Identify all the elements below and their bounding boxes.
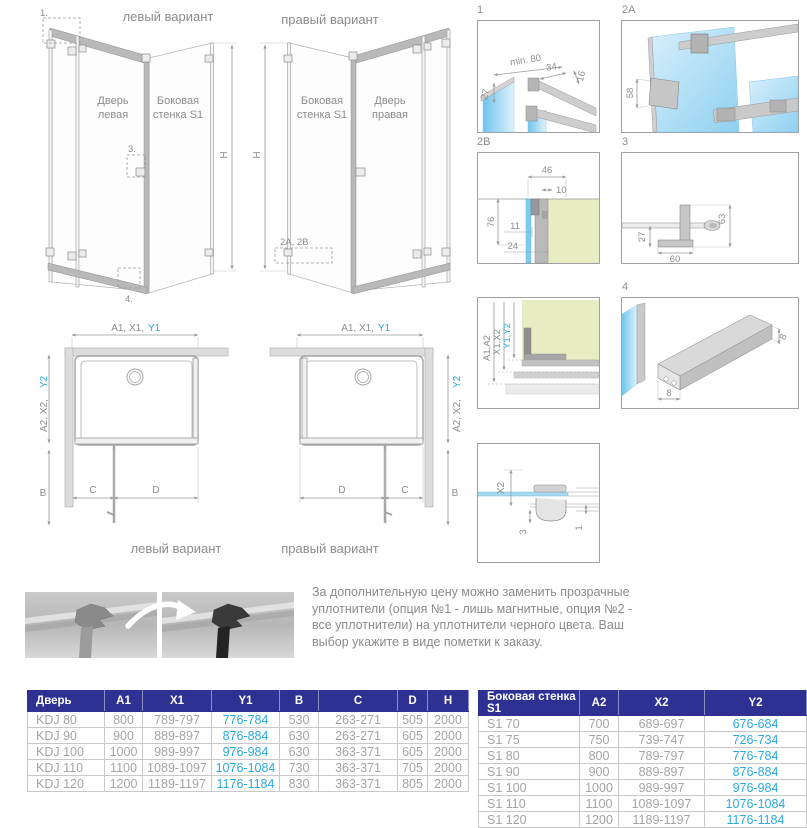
- depth-dim-label: [452, 375, 463, 432]
- size-cell: 530: [280, 712, 319, 728]
- plan-drawing-right: [250, 310, 480, 560]
- size-cell: 1176-1184: [212, 776, 280, 792]
- size-cell: KDJ 100: [28, 744, 105, 760]
- table-row: [28, 728, 469, 744]
- size-cell: KDJ 120: [28, 776, 105, 792]
- height-dim-label: H: [252, 151, 263, 159]
- detail-panel-3: [621, 152, 799, 264]
- dim-label: min. 80: [509, 52, 542, 69]
- detail-panel-4: [621, 297, 799, 409]
- size-cell: 900: [105, 728, 143, 744]
- sidewall-glass: [289, 43, 353, 293]
- size-cell: 1200: [105, 776, 143, 792]
- handle-base: [658, 240, 693, 247]
- size-cell: 739-747: [619, 732, 705, 748]
- door-section: [75, 438, 198, 444]
- size-cell: S1 110: [479, 796, 580, 812]
- detail-label-2a: 2A: [622, 4, 636, 16]
- detail-panel-section: [477, 297, 600, 409]
- size-cell: 689-697: [619, 716, 705, 732]
- dim-b-label: B: [451, 488, 459, 499]
- door-size-table: [27, 690, 469, 792]
- size-cell: 676-684: [705, 716, 807, 732]
- table-row: [479, 812, 807, 828]
- door-label: Дверь: [374, 95, 406, 107]
- table-row: [479, 716, 807, 732]
- size-cell: 505: [398, 712, 428, 728]
- table-row: [28, 760, 469, 776]
- column-header: H: [428, 691, 469, 712]
- hinge-profile: [76, 36, 79, 287]
- column-header: Y2: [705, 691, 807, 716]
- marker-label: 1.: [40, 8, 48, 19]
- dim-d-label: D: [338, 485, 346, 496]
- table-row: [28, 712, 469, 728]
- table-row: [479, 764, 807, 780]
- size-cell: 705: [398, 760, 428, 776]
- dim-label: 1: [574, 525, 585, 531]
- sidewall-glass: [149, 43, 212, 293]
- table-row: [479, 796, 807, 812]
- size-cell: 363-371: [319, 744, 398, 760]
- replacement-arrow-icon: [120, 598, 200, 638]
- glass-clamp: [528, 78, 539, 91]
- size-cell: 630: [280, 728, 319, 744]
- size-cell: KDJ 110: [28, 760, 105, 776]
- dim-label: 63: [717, 213, 728, 225]
- table-row: [479, 748, 807, 764]
- column-header: Y1: [212, 691, 280, 712]
- column-header: Боковая стенка S1: [479, 691, 580, 716]
- size-cell: 889-897: [143, 728, 212, 744]
- size-cell: 1100: [580, 796, 619, 812]
- door-handle: [356, 168, 365, 176]
- column-header: D: [398, 691, 428, 712]
- size-cell: 900: [580, 764, 619, 780]
- size-cell: S1 70: [479, 716, 580, 732]
- size-cell: 1100: [105, 760, 143, 776]
- column-header: A1: [105, 691, 143, 712]
- size-cell: 1089-1097: [619, 796, 705, 812]
- size-cell: 1076-1084: [212, 760, 280, 776]
- size-cell: 800: [105, 712, 143, 728]
- size-cell: 989-997: [619, 780, 705, 796]
- size-cell: 730: [280, 760, 319, 776]
- size-cell: S1 120: [479, 812, 580, 828]
- plan-caption: правый вариант: [281, 541, 379, 556]
- size-cell: 976-984: [705, 780, 807, 796]
- svg-text:Y1: Y1: [148, 323, 161, 334]
- size-cell: 363-371: [319, 776, 398, 792]
- iso-drawing-left: [15, 3, 250, 308]
- table-row: [479, 732, 807, 748]
- column-header: A2: [580, 691, 619, 716]
- sidewall-label: Боковая: [156, 95, 200, 107]
- plan-caption: левый вариант: [130, 541, 222, 556]
- marker-label: 4.: [125, 294, 133, 305]
- marker-label: 3.: [128, 144, 136, 155]
- marker-label: 2A, 2B: [280, 237, 309, 248]
- size-cell: 363-371: [319, 760, 398, 776]
- sidewall-label: Боковая: [300, 95, 344, 107]
- wall-pad: [649, 78, 679, 109]
- detail-panel-1: [477, 20, 600, 133]
- size-cell: 1200: [580, 812, 619, 828]
- size-cell: S1 90: [479, 764, 580, 780]
- sidewall-section: [193, 358, 198, 442]
- svg-text:Y1: Y1: [378, 323, 391, 334]
- column-header: X2: [619, 691, 705, 716]
- size-cell: 876-884: [705, 764, 807, 780]
- table-row: [479, 780, 807, 796]
- size-cell: 800: [580, 748, 619, 764]
- dim-label: A1,A2: [482, 335, 493, 361]
- size-cell: 876-884: [212, 728, 280, 744]
- detail-label-3: 3: [622, 136, 629, 148]
- size-cell: 789-797: [143, 712, 212, 728]
- dim-label: 46: [541, 165, 553, 176]
- size-cell: 1076-1084: [705, 796, 807, 812]
- support-arm: [533, 78, 596, 116]
- size-cell: 805: [398, 776, 428, 792]
- depth-dim-label: [39, 375, 50, 432]
- handle-post: [680, 205, 690, 242]
- sidewall-size-table: [478, 690, 807, 828]
- column-header: X1: [143, 691, 212, 712]
- glass-section: [526, 199, 531, 263]
- wall-fill: [522, 300, 599, 360]
- table-row: [28, 744, 469, 760]
- size-cell: 1176-1184: [705, 812, 807, 828]
- width-dim-label: A1, X1,: [111, 323, 144, 334]
- dim-label: 60: [669, 254, 681, 265]
- detail-label-2b: 2B: [477, 136, 491, 148]
- size-cell: 750: [580, 732, 619, 748]
- size-cell: 889-897: [619, 764, 705, 780]
- size-cell: KDJ 90: [28, 728, 105, 744]
- glass-edge: [522, 360, 599, 366]
- dim-label: 34: [545, 61, 558, 74]
- hinge-clamp: [536, 498, 566, 521]
- size-cell: 976-984: [212, 744, 280, 760]
- table-row: [28, 776, 469, 792]
- dim-d-label: D: [152, 485, 160, 496]
- dim-label: 76: [486, 216, 497, 228]
- glass: [622, 305, 637, 396]
- door-glass: [52, 30, 146, 291]
- door-section: [300, 438, 423, 444]
- column-header: C: [319, 691, 398, 712]
- building-wall: [65, 348, 228, 356]
- size-cell: 726-734: [705, 732, 807, 748]
- door-glass: [353, 30, 449, 291]
- dim-c-label: C: [401, 485, 409, 496]
- note-text: За дополнительную цену можно заменить прозрачные уплотнители (опция №1 - лишь магнитные, опция №2 - все уплотнители) на уплотнители черного цвета. Ваш выбор укажите в виде пометки к заказу.: [312, 585, 633, 649]
- dim-label: 58: [625, 87, 636, 99]
- iso-drawing-right: [248, 3, 478, 308]
- column-header: Дверь: [28, 691, 105, 712]
- dim-label: Y1,Y2: [502, 323, 513, 349]
- detail-panel-hinge: [477, 443, 600, 563]
- size-cell: 605: [398, 744, 428, 760]
- size-cell: 776-784: [705, 748, 807, 764]
- size-cell: 700: [580, 716, 619, 732]
- size-cell: 1000: [105, 744, 143, 760]
- size-cell: 263-271: [319, 712, 398, 728]
- detail-panel-2b: [477, 152, 600, 264]
- svg-text:левая: левая: [97, 109, 129, 121]
- size-cell: 2000: [428, 760, 469, 776]
- size-cell: 2000: [428, 712, 469, 728]
- wall-fill: [548, 199, 599, 263]
- svg-text:Y2: Y2: [39, 375, 50, 388]
- size-cell: 776-784: [212, 712, 280, 728]
- dim-label: 10: [556, 185, 567, 196]
- plan-drawing-left: [18, 310, 248, 560]
- hinge-cap: [534, 485, 566, 492]
- size-cell: 2000: [428, 776, 469, 792]
- dim-label: 11: [510, 221, 520, 232]
- dim-label: 8: [777, 332, 790, 342]
- bar-bracket: [691, 34, 708, 53]
- dim-label: 16: [574, 69, 589, 83]
- variant-title: левый вариант: [122, 9, 214, 24]
- glass-section: [478, 492, 568, 496]
- column-header: B: [280, 691, 319, 712]
- size-cell: 2000: [428, 728, 469, 744]
- size-cell: 989-997: [143, 744, 212, 760]
- size-cell: 1000: [580, 780, 619, 796]
- size-cell: 1189-1197: [619, 812, 705, 828]
- size-cell: 263-271: [319, 728, 398, 744]
- size-cell: 630: [280, 744, 319, 760]
- dim-b-label: B: [39, 488, 47, 499]
- building-wall: [270, 348, 433, 356]
- detail-label-1: 1: [477, 4, 484, 16]
- size-cell: 605: [398, 728, 428, 744]
- svg-text:Y2: Y2: [452, 375, 463, 388]
- dim-label: 3: [518, 529, 529, 535]
- dim-label: 24: [507, 241, 518, 252]
- size-cell: S1 100: [479, 780, 580, 796]
- dim-label: 8: [666, 388, 672, 399]
- dim-label: X2: [496, 481, 507, 495]
- size-cell: 2000: [428, 744, 469, 760]
- size-cell: 830: [280, 776, 319, 792]
- detail-label-4: 4: [622, 281, 629, 293]
- dim-label: 27: [637, 231, 648, 243]
- detail-panel-2a: [621, 20, 799, 133]
- svg-text:правая: правая: [372, 109, 408, 121]
- dim-c-label: C: [89, 485, 97, 496]
- dim-label: 27: [478, 87, 493, 101]
- size-cell: S1 75: [479, 732, 580, 748]
- size-cell: 1189-1197: [143, 776, 212, 792]
- sidewall-section: [302, 358, 307, 442]
- size-cell: 1089-1097: [143, 760, 212, 776]
- door-handle: [136, 168, 145, 176]
- width-dim-label: A1, X1,: [341, 323, 374, 334]
- svg-text:стенка S1: стенка S1: [152, 109, 204, 121]
- dim-label: X1,X2: [492, 329, 503, 355]
- variant-title: правый вариант: [281, 12, 379, 27]
- size-cell: KDJ 80: [28, 712, 105, 728]
- size-cell: 789-797: [619, 748, 705, 764]
- height-dim-label: H: [219, 151, 230, 159]
- size-cell: S1 80: [479, 748, 580, 764]
- svg-text:A2, X2,: A2, X2,: [39, 399, 50, 432]
- door-top-profile: [622, 223, 710, 228]
- svg-text:A2, X2,: A2, X2,: [452, 399, 463, 432]
- door-label: Дверь: [97, 95, 129, 107]
- svg-text:стенка S1: стенка S1: [296, 109, 348, 121]
